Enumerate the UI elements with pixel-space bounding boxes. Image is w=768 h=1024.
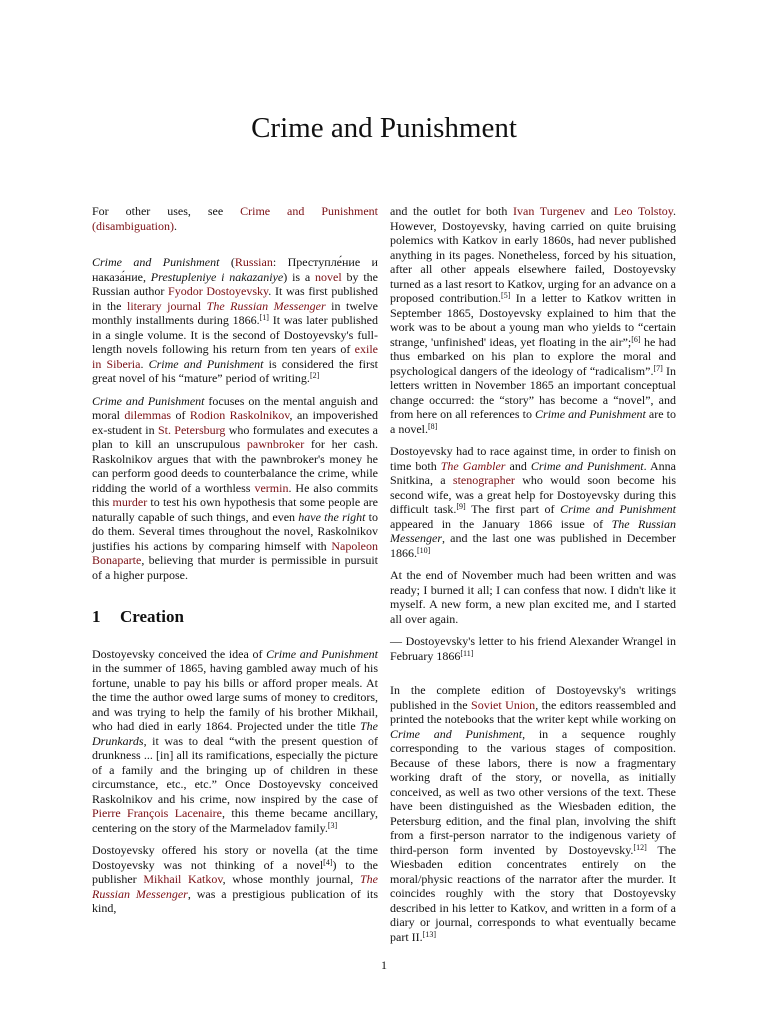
section-title: Creation [120, 607, 184, 626]
text-run: : Преступле́ние и наказа́ние, [92, 255, 378, 284]
text-run: Crime and Punishment [530, 458, 644, 473]
text-run: In the complete edition of Dostoyevsky's writings published in the [390, 683, 676, 712]
inline-link[interactable]: The Russian Messenger [206, 298, 326, 313]
text-run: Dostoyevsky offered his story or novella (at the time Dostoyevsky was not thinking of a novel [92, 843, 378, 872]
inline-link[interactable]: vermin [254, 480, 289, 495]
page-title: Crime and Punishment [251, 112, 517, 144]
text-run: ) to the publisher [92, 857, 378, 886]
citation-ref[interactable]: [5] [501, 291, 511, 300]
text-run: Crime and Punishment [92, 255, 220, 269]
text-run: . [173, 218, 177, 233]
inline-link[interactable]: dilemmas [124, 408, 172, 422]
text-run: ( [219, 255, 235, 269]
inline-link[interactable]: literary journal [127, 298, 202, 313]
inline-link[interactable]: Ivan Turgenev [513, 204, 586, 218]
text-run: appeared in the January 1866 issue of [390, 516, 612, 531]
block-quote [390, 568, 676, 626]
citation-ref[interactable]: [8] [428, 421, 438, 431]
text-run: , in a sequence roughly corresponding to the various stages of composition. Because of these labors, there is now a fragmentary working draft of the story, or novella, as initially conceived, as well as two other versions of the text. These have been distinguished as the Wiesbaden edition, the Petersburg edition, and the final plan, involving the shift from a first-person narrator to the indigenous variety of third-person form invented by Dostoyevsky. [390, 726, 676, 857]
inline-link[interactable]: Soviet Union [471, 697, 536, 712]
text-run: , the editors reassembled and printed the notebooks that the writer kept while working on [390, 697, 676, 726]
text-run: Crime and Punishment [535, 407, 646, 421]
creation-paragraph-1 [92, 647, 378, 836]
text-run: in twelve monthly installments during 1866. [92, 298, 378, 327]
page-number: 1 [381, 958, 387, 972]
right-column [390, 204, 676, 952]
citation-ref[interactable]: [9] [456, 502, 466, 511]
text-run: to test his own hypothesis that some people are naturally capable of such things, and even [92, 495, 378, 524]
text-run: focuses on the mental anguish and moral [92, 393, 378, 422]
katkov-paragraph [390, 204, 676, 436]
inline-link[interactable]: pawnbroker [246, 437, 305, 451]
citation-ref[interactable]: [13] [422, 929, 436, 939]
citation-ref[interactable]: [2] [309, 371, 320, 380]
inline-link[interactable]: murder [112, 495, 148, 509]
text-run: It was later published in a single volume. It is the second of Dostoyevsky's full-length novels following his return from ten years of [92, 313, 378, 356]
text-run: by the Russian author [92, 269, 378, 298]
inline-link[interactable]: stenographer [452, 473, 515, 487]
text-run: The Wiesbaden edition concentrates entirely on the moral/physic reactions of the narrator after the murder. It coincides roughly with the story that Dostoyevsky described in his letter to Katkov, and written in a form of a diary or journal, corresponds to what eventually became part II. [390, 842, 676, 944]
inline-link[interactable]: Pierre François Lacenaire [92, 806, 223, 820]
section-number: 1 [92, 607, 101, 626]
text-run: , whose monthly journal, [222, 872, 360, 886]
text-run: who would soon become his second wife, was a great help for Dostoyevsky during this difficult task. [390, 473, 677, 516]
citation-ref[interactable]: [6] [631, 334, 641, 344]
text-run: , an impoverished ex-student in [92, 408, 378, 437]
inline-link[interactable]: The Russian Messenger [92, 872, 378, 901]
hatnote [92, 204, 378, 233]
citation-ref[interactable]: [10] [417, 545, 431, 555]
summary-paragraph [92, 394, 378, 583]
text-run: Prestupleniye i nakazaniye [150, 269, 284, 284]
intro-paragraph [92, 255, 378, 386]
section-heading-creation [92, 607, 378, 626]
text-run: The Russian Messenger [390, 516, 676, 545]
inline-link[interactable]: The Gambler [440, 458, 506, 473]
inline-link[interactable]: St. Petersburg [157, 422, 226, 437]
citation-ref[interactable]: [1] [259, 313, 269, 322]
text-run: , and the last one was published in December 1866. [390, 531, 676, 560]
text-run: . However, Dostoyevsky, having carried on quite bruising polemics with Katkov in early 1860s, had never published anything in its pages. Nonetheless, forced by his situation, after all other appeals elsewhere failed, Dostoyevsky turned as a last resort to Katkov, urging for an advance on a proposed contribution. [390, 204, 677, 305]
text-run: ) is a [283, 269, 316, 284]
text-run: Dostoyevsky had to race against time, in order to finish on time both [390, 444, 676, 473]
inline-link[interactable]: Fyodor Dostoyevsky [168, 284, 269, 298]
text-run: he had thus embarked on his plan to explore the moral and psychological dangers of the ideology of “radicalism”. [390, 334, 676, 378]
inline-link[interactable]: Napoleon Bonaparte [92, 538, 378, 567]
creation-paragraph-2 [92, 843, 378, 916]
inline-link[interactable]: novel [315, 269, 342, 284]
gambler-paragraph [390, 444, 676, 560]
text-run: and [585, 204, 614, 218]
inline-link[interactable]: Rodion Raskolnikov [189, 408, 290, 422]
quote-attribution [390, 634, 676, 663]
text-run: At the end of November much had been written and was ready; I burned it all; I can confess that now. I didn't like it myself. A new form, a new plan excited me, and I started all over again. [390, 568, 676, 626]
text-run: . Anna Snitkina, a [390, 458, 676, 487]
text-run: , believing that murder is permissible in pursuit of a higher purpose. [92, 553, 378, 582]
text-run: are to a novel. [390, 407, 676, 436]
text-run: Crime and Punishment [92, 393, 205, 408]
text-run: . He also commits this [92, 480, 379, 509]
text-run: in the summer of 1865, having gambled away much of his fortune, unable to pay his bills or afford proper meals. At the time the author owed large sums of money to creditors, and was trying to help the family of his brother Mikhail, who had died in early 1864. Projected under the title [92, 661, 378, 733]
citation-ref[interactable]: [7] [653, 363, 663, 373]
text-run: for her cash. Raskolnikov argues that with the pawnbroker's money he can perform good deeds to counterbalance the crime, while ridding the world of a worthless [92, 437, 378, 495]
text-run: In a letter to Katkov written in September 1865, Dostoyevsky explained to him that the work was to be about a young man who yields to “certain strange, 'unfinished' ideas, yet floating in the air”; [390, 291, 676, 349]
text-run: to do them. Several times throughout the novel, Raskolnikov justifies his actions by comparing himself with [92, 509, 378, 553]
text-run: Dostoyevsky conceived the idea of [92, 646, 267, 661]
citation-ref[interactable]: [3] [327, 820, 338, 830]
text-run: , it was to deal “with the present question of drunkness ... [in] all its ramifications, especially the picture of a family and the bringing up of children in these circumstance, etc., etc.” Once Dostoyevsky conceived Raskolnikov and his crime, now inspired by the case of [92, 733, 378, 806]
text-run: , this theme became ancillary, centering on the story of the Marmeladov family. [92, 806, 378, 835]
text-run: The first part of [465, 502, 561, 516]
text-run: — Dostoyevsky's letter to his friend Alexander Wrangel in February 1866 [390, 634, 676, 663]
inline-link[interactable]: Leo Tolstoy [613, 204, 674, 218]
text-run: Crime and Punishment [390, 726, 523, 741]
text-run: In letters written in November 1865 an important conceptual change occurred: the “story” has become a “novel”, and from here on all references to [390, 363, 676, 421]
citation-ref[interactable]: [11] [460, 648, 474, 658]
inline-link[interactable]: exile in Siberia [92, 342, 378, 371]
text-run: and the outlet for both [390, 204, 514, 218]
text-run: is considered the first great novel of his “mature” period of writing. [92, 356, 378, 385]
text-run: Crime and Punishment [266, 646, 378, 661]
text-run: and [505, 458, 531, 473]
text-run: have the right [298, 509, 366, 524]
citation-ref[interactable]: [12] [633, 842, 647, 852]
text-run: For other uses, see [92, 204, 241, 218]
editions-paragraph [390, 683, 676, 944]
text-run: , was a prestigious publication of its kind, [92, 886, 378, 915]
inline-link[interactable]: Russian [234, 255, 273, 269]
inline-link[interactable]: Mikhail Katkov [143, 872, 223, 886]
left-column [92, 204, 378, 924]
text-run: of [171, 408, 190, 422]
text-run: who formulates and executes a plan to kill an unscrupulous [92, 422, 378, 451]
text-run: The Drunkards [92, 719, 378, 748]
text-run: Crime and Punishment [148, 356, 264, 371]
text-run: . [140, 356, 149, 371]
text-run: . It was first published in the [92, 284, 378, 313]
citation-ref[interactable]: [4] [323, 857, 333, 867]
inline-link[interactable]: Crime and Punishment (disambiguation) [92, 204, 378, 233]
text-run: Crime and Punishment [560, 502, 676, 516]
